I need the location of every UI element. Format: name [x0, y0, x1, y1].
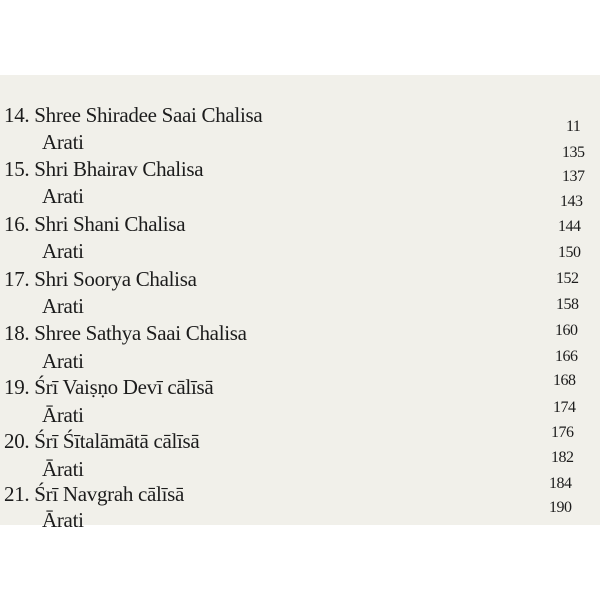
toc-entry-title: 21. Śrī Navgrah cālīsā [4, 482, 185, 506]
toc-entry-title: 16. Shri Shani Chalisa [4, 212, 186, 236]
toc-entry-sub-page: 158 [556, 296, 579, 313]
toc-entry-title: 14. Shree Shiradee Saai Chalisa [4, 103, 263, 127]
toc-entry-sub: Arati [42, 184, 84, 208]
toc-entry-title: 18. Shree Sathya Saai Chalisa [4, 321, 247, 345]
toc-entry-sub-page: 150 [558, 244, 581, 261]
toc-entry-title-page: 168 [553, 372, 576, 389]
toc-entry-sub: Ārati [42, 457, 84, 481]
toc-entry-sub-page: 190 [549, 499, 572, 516]
toc-entry-sub-page: 182 [551, 449, 574, 466]
toc-entry-sub-page: 135 [562, 144, 585, 161]
toc-entry-sub: Ārati [42, 403, 84, 427]
toc-entry-title-page: 184 [549, 475, 572, 492]
toc-entry-sub: Arati [42, 294, 84, 318]
toc-entry-title-page: 152 [556, 270, 579, 287]
toc-entry-sub: Ārati [42, 508, 84, 532]
toc-entry-title-page: 176 [551, 424, 574, 441]
toc-entry-title-page: 160 [555, 322, 578, 339]
book-page [0, 75, 600, 532]
toc-entry-title: 19. Śrī Vaiṣṇo Devī cālīsā [4, 375, 214, 399]
toc-entry-sub: Arati [42, 349, 84, 373]
toc-entry-sub: Arati [42, 130, 84, 154]
toc-entry-sub-page: 166 [555, 348, 578, 365]
toc-entry-sub-page: 143 [560, 193, 583, 210]
toc-entry-sub: Arati [42, 239, 84, 263]
toc-entry-sub-page: 174 [553, 399, 576, 416]
toc-entry-title: 17. Shri Soorya Chalisa [4, 267, 197, 291]
toc-entry-title: 20. Śrī Śītalāmātā cālīsā [4, 429, 200, 453]
toc-entry-title: 15. Shri Bhairav Chalisa [4, 157, 204, 181]
top-page-fragment: 11 [566, 118, 581, 135]
toc-entry-title-page: 137 [562, 168, 585, 185]
toc-entry-title-page: 144 [558, 218, 581, 235]
